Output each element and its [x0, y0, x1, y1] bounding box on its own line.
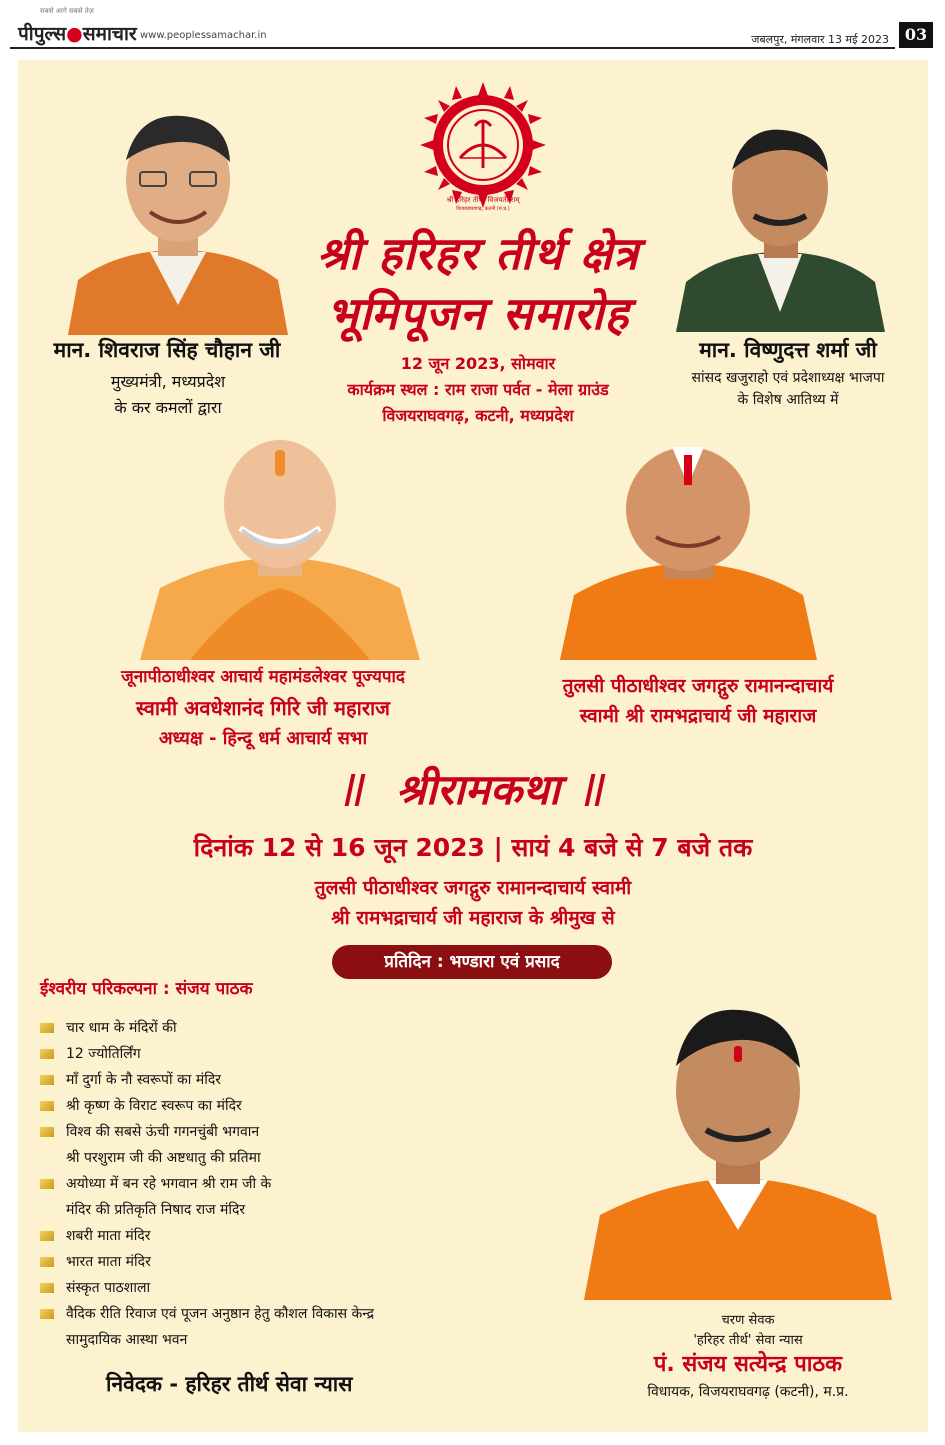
- feature-text: अयोध्या में बन रहे भगवान श्री राम जी के: [66, 1176, 272, 1192]
- daily-prasad-badge: प्रतिदिन : भण्डारा एवं प्रसाद: [332, 945, 612, 979]
- event-title-line2: भूमिपूजन समारोह: [326, 287, 630, 340]
- saint-right-title: तुलसी पीठाधीश्वर जगद्गुरु रामानन्दाचार्य: [562, 675, 834, 697]
- masthead-divider: [10, 47, 895, 49]
- feature-item: [40, 1067, 510, 1093]
- right-guest-photo: [668, 112, 893, 332]
- saint-left-name: स्वामी अवधेशानंद गिरि जी महाराज: [135, 696, 391, 720]
- bullet-icon: [40, 1231, 54, 1241]
- website-link[interactable]: www.peoplessamachar.in: [140, 30, 267, 41]
- bullet-icon: [40, 1179, 54, 1189]
- feature-item: [40, 1041, 510, 1067]
- advertisement-panel: [18, 60, 928, 1432]
- nivedak-line: निवेदक - हरिहर तीर्थ सेवा न्यास: [106, 1372, 353, 1396]
- left-guest-role-2: के कर कमलों द्वारा: [114, 398, 222, 417]
- feature-item: [40, 1275, 510, 1301]
- organizer-tagline: चरण सेवक: [721, 1313, 775, 1328]
- event-place: विजयराघवगढ़, कटनी, मध्यप्रदेश: [382, 406, 574, 425]
- feature-text: शबरी माता मंदिर: [66, 1228, 151, 1244]
- right-guest-role-2: के विशेष आतिथ्य में: [737, 392, 839, 408]
- left-guest-role: मुख्यमंत्री, मध्यप्रदेश: [110, 372, 226, 391]
- emblem-caption: श्री हरिहर तीर्थ: विजयतेतराम्: [446, 196, 520, 204]
- feature-text: श्री परशुराम जी की अष्टधातु की प्रतिमा: [66, 1150, 261, 1166]
- bullet-icon: [40, 1309, 54, 1319]
- feature-text: भारत माता मंदिर: [66, 1254, 151, 1270]
- feature-text: श्री कृष्ण के विराट स्वरूप का मंदिर: [66, 1098, 242, 1114]
- organizer-name: पं. संजय सत्येन्द्र पाठक: [653, 1352, 843, 1377]
- ramkatha-speaker-line2: श्री रामभद्राचार्य जी महाराज के श्रीमुख से: [331, 907, 615, 929]
- feature-text: वैदिक रीति रिवाज एवं पूजन अनुष्ठान हेतु कौशल विकास केन्द्र: [66, 1306, 375, 1322]
- saint-left-title: जूनापीठाधीश्वर आचार्य महामंडलेश्वर पूज्यपाद: [121, 667, 405, 687]
- bullet-icon: [40, 1127, 54, 1137]
- bullet-icon: [40, 1075, 54, 1085]
- feature-text: संस्कृत पाठशाला: [66, 1280, 151, 1296]
- feature-item: [40, 1119, 510, 1171]
- organizer-photo: [578, 980, 898, 1300]
- newspaper-masthead: [0, 0, 945, 52]
- edition-date: जबलपुर, मंगलवार 13 मई 2023: [751, 33, 889, 46]
- saint-left-role: अध्यक्ष - हिन्दू धर्म आचार्य सभा: [158, 728, 368, 749]
- feature-item: [40, 1015, 510, 1041]
- features-list: [40, 1015, 510, 1353]
- right-guest-role: सांसद खजुराहो एवं प्रदेशाध्यक्ष भाजपा: [691, 370, 885, 386]
- feature-item: [40, 1093, 510, 1119]
- saint-right-name: स्वामी श्री रामभद्राचार्य जी महाराज: [579, 705, 817, 727]
- feature-item: [40, 1301, 510, 1353]
- left-guest-photo: [58, 100, 298, 335]
- newspaper-logo[interactable]: [18, 20, 137, 46]
- bullet-icon: [40, 1101, 54, 1111]
- event-date: 12 जून 2023, सोमवार: [400, 354, 556, 373]
- ramkatha-speaker-line1: तुलसी पीठाधीश्वर जगद्गुरु रामानन्दाचार्य स्वामी: [314, 877, 632, 899]
- organizer-role: विधायक, विजयराघवगढ़ (कटनी), म.प्र.: [647, 1384, 849, 1400]
- right-guest-name: मान. विष्णुदत्त शर्मा जी: [699, 338, 877, 362]
- feature-text: 12 ज्योतिर्लिंग: [66, 1046, 141, 1062]
- feature-item: [40, 1171, 510, 1223]
- logo-right-text: समाचार: [82, 23, 137, 45]
- logo-left-text: पीपुल्स: [18, 23, 67, 45]
- feature-text: सामुदायिक आस्था भवन: [66, 1332, 188, 1348]
- feature-text: चार धाम के मंदिरों की: [66, 1020, 177, 1036]
- logo-dot-icon: ●: [66, 23, 83, 45]
- concept-credit: ईश्वरीय परिकल्पना : संजय पाठक: [40, 979, 253, 999]
- bullet-icon: [40, 1283, 54, 1293]
- bullet-icon: [40, 1049, 54, 1059]
- organizer-trust: 'हरिहर तीर्थ' सेवा न्यास: [693, 1333, 803, 1348]
- saint-right-photo: [556, 445, 821, 660]
- emblem-subcaption: विजयराघवगढ़, कटनी (म.प्र.): [456, 206, 510, 212]
- saint-left-photo: [130, 438, 430, 660]
- ramkatha-title: श्रीरामकथा: [396, 765, 560, 814]
- event-venue: कार्यक्रम स्थल : राम राजा पर्वत - मेला ग्राउंड: [347, 380, 609, 399]
- bullet-icon: [40, 1023, 54, 1033]
- ramkatha-dates: दिनांक 12 से 16 जून 2023 | सायं 4 बजे से 7 बजे तक: [193, 833, 753, 862]
- feature-item: [40, 1223, 510, 1249]
- feature-text: माँ दुर्गा के नौ स्वरूपों का मंदिर: [66, 1072, 222, 1088]
- left-guest-name: मान. शिवराज सिंह चौहान जी: [53, 338, 281, 362]
- feature-text: मंदिर की प्रतिकृति निषाद राज मंदिर: [66, 1202, 246, 1218]
- page-number: 03: [899, 22, 933, 48]
- feature-item: [40, 1249, 510, 1275]
- feature-text: विश्व की सबसे ऊंची गगनचुंबी भगवान: [66, 1124, 260, 1140]
- event-title-line1: श्री हरिहर तीर्थ क्षेत्र: [317, 227, 639, 280]
- masthead-tagline: सबसे आगे सबसे तेज़: [40, 7, 94, 15]
- bullet-icon: [40, 1257, 54, 1267]
- trust-emblem: [420, 82, 546, 208]
